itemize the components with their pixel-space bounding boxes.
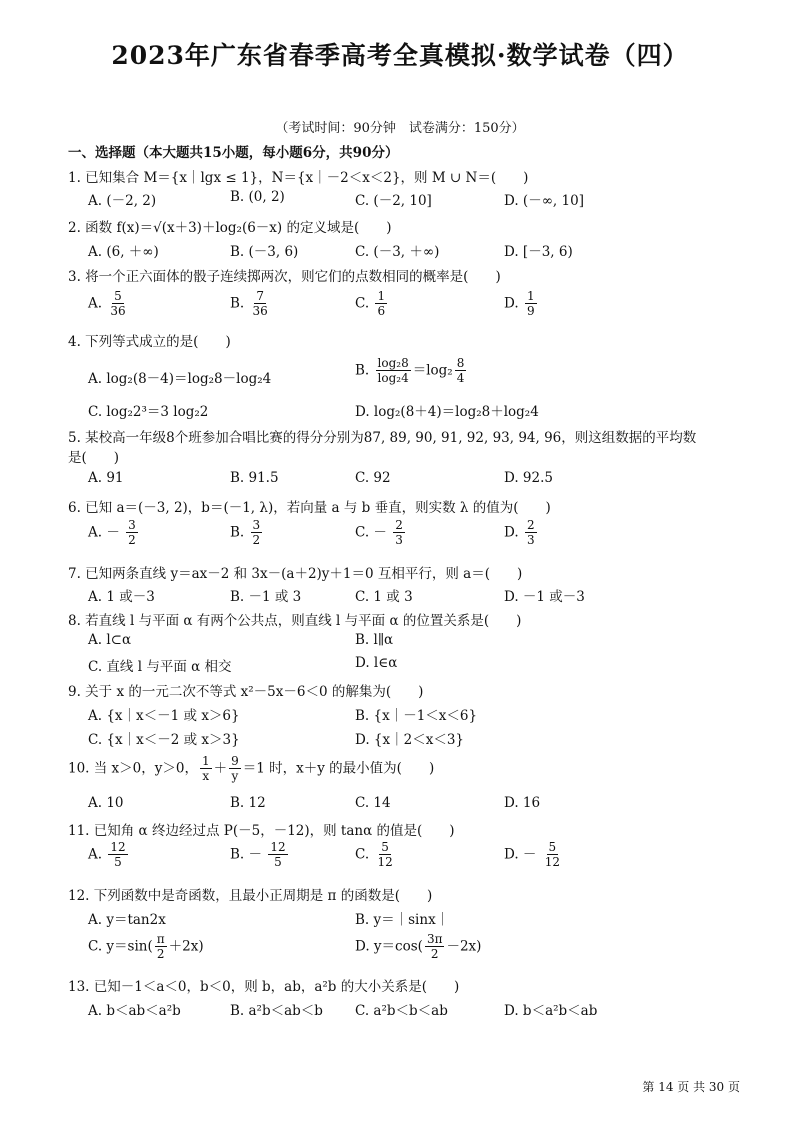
q6-option-d: D. $\frac{2}{3}$	[504, 518, 535, 548]
q11-a-fraction: $\frac{12}{5}$	[110, 840, 126, 870]
q11-d-fraction: $\frac{5}{12}$	[544, 840, 561, 870]
q12-c-fraction: $\frac{\pi}{2}$	[156, 932, 165, 962]
question-8-stem: 8. 若直线 l 与平面 α 有两个公共点，则直线 l 与平面 α 的位置关系是( )	[68, 613, 522, 629]
q13-option-d: D. b＜a²b＜ab	[504, 1003, 598, 1019]
q10-option-c: C. 14	[355, 795, 391, 811]
q8-option-d: D. l∈α	[355, 655, 398, 671]
q10-option-b: B. 12	[230, 795, 266, 811]
q9-option-d: D. {x｜2＜x＜3}	[355, 732, 465, 748]
q10-option-d: D. 16	[504, 795, 541, 811]
exam-title: 2023年广东省春季高考全真模拟·数学试卷（四）	[111, 41, 689, 70]
q3-b-fraction: $\frac{7}{36}$	[252, 289, 268, 319]
q1-option-a: A. (－2, 2)	[88, 193, 157, 209]
q4-option-d: D. log₂(8＋4)＝log₂8＋log₂4	[355, 404, 539, 420]
q6-option-c: C. － $\frac{2}{3}$	[355, 518, 403, 548]
q9-option-c: C. {x｜x＜－2 或 x＞3}	[88, 732, 240, 748]
q11-option-d: D. － $\frac{5}{12}$	[504, 840, 561, 870]
q6-b-fraction: $\frac{3}{2}$	[252, 518, 261, 548]
q11-option-b: B. － $\frac{12}{5}$	[230, 840, 286, 870]
q1-option-b: B. (0, 2)	[230, 189, 285, 205]
q11-option-a: A. $\frac{12}{5}$	[88, 840, 126, 870]
question-11-stem: 11. 已知角 α 终边经过点 P(－5，－12)，则 tanα 的值是( )	[68, 823, 455, 839]
q10-option-a: A. 10	[88, 795, 124, 811]
q3-option-a: A. $\frac{5}{36}$	[88, 289, 126, 319]
question-6-stem: 6. 已知 a＝(－3, 2)，b＝(－1, λ)，若向量 a 与 b 垂直，则实数 λ 的值为( )	[68, 500, 551, 516]
q9-option-a: A. {x｜x＜－1 或 x＞6}	[88, 708, 240, 724]
q2-option-b: B. (－3, 6)	[230, 244, 299, 260]
question-3-stem: 3. 将一个正六面体的骰子连续掷两次，则它们的点数相同的概率是( )	[68, 269, 501, 285]
question-5-stem: 5. 某校高一年级8个班参加合唱比赛的得分分别为87, 89, 90, 91, 92, 93, 94, 96，则这组数据的平均数	[68, 430, 697, 446]
q10-fraction-1: $\frac{1}{x}$	[201, 754, 210, 784]
q10-fraction-2: $\frac{9}{y}$	[231, 754, 239, 784]
q13-option-c: C. a²b＜b＜ab	[355, 1003, 448, 1019]
q4-b-fraction: $\frac{\text{log₂8}}{\text{log₂4}}$	[377, 356, 409, 386]
q8-option-c: C. 直线 l 与平面 α 相交	[88, 659, 232, 675]
q3-d-fraction: $\frac{1}{9}$	[526, 289, 535, 319]
q6-d-fraction: $\frac{2}{3}$	[526, 518, 535, 548]
q6-option-b: B. $\frac{3}{2}$	[230, 518, 261, 548]
q7-option-d: D. －1 或－3	[504, 589, 585, 605]
question-10-stem: 10. 当 x＞0，y＞0， $\frac{1}{x}$ ＋ $\frac{9}{y}$ ＝1 时，x＋y 的最小值为( )	[68, 754, 435, 784]
q11-b-fraction: $\frac{12}{5}$	[270, 840, 286, 870]
q2-option-c: C. (－3, ＋∞)	[355, 244, 440, 260]
q11-option-c: C. $\frac{5}{12}$	[355, 840, 393, 870]
q4-option-c: C. log₂2³＝3 log₂2	[88, 404, 209, 420]
q3-a-fraction: $\frac{5}{36}$	[110, 289, 126, 319]
q12-d-fraction: $\frac{3\pi}{2}$	[426, 932, 443, 962]
q3-option-b: B. $\frac{7}{36}$	[230, 289, 268, 319]
q1-option-d: D. (－∞, 10]	[504, 193, 584, 209]
q12-option-b: B. y＝｜sinx｜	[355, 912, 450, 928]
q7-option-b: B. －1 或 3	[230, 589, 302, 605]
q12-option-c: C. y＝sin( $\frac{\pi}{2}$ ＋2x)	[88, 932, 204, 962]
q5-option-b: B. 91.5	[230, 470, 279, 486]
q4-option-b: B. $\frac{\text{log₂8}}{\text{log₂4}}$ ＝log₂ $\frac{8}{4}$	[355, 356, 465, 386]
q2-option-a: A. (6, ＋∞)	[88, 244, 159, 260]
question-9-stem: 9. 关于 x 的一元二次不等式 x²－5x－6＜0 的解集为( )	[68, 684, 424, 700]
q12-option-a: A. y＝tan2x	[88, 912, 166, 928]
q6-a-fraction: $\frac{3}{2}$	[128, 518, 136, 548]
q2-option-d: D. [－3, 6)	[504, 244, 573, 260]
q11-c-fraction: $\frac{5}{12}$	[377, 840, 393, 870]
q5-option-a: A. 91	[88, 470, 124, 486]
page-number: 第 14 页 共 30 页	[642, 1080, 740, 1094]
question-1-stem: 1. 已知集合 M＝{x｜lgx ≤ 1}，N＝{x｜－2＜x＜2}，则 M ∪ N＝( )	[68, 170, 529, 186]
section-heading: 一、选择题（本大题共15小题，每小题6分，共90分）	[68, 145, 399, 161]
q1-option-c: C. (－2, 10]	[355, 193, 432, 209]
q5-option-c: C. 92	[355, 470, 391, 486]
q12-option-d: D. y＝cos( $\frac{3\pi}{2}$ －2x)	[355, 932, 482, 962]
q5-option-d: D. 92.5	[504, 470, 553, 486]
question-2-stem: 2. 函数 f(x)＝√(x＋3)＋log₂(6－x) 的定义域是( )	[68, 220, 392, 236]
q7-option-c: C. 1 或 3	[355, 589, 413, 605]
q6-option-a: A. － $\frac{3}{2}$	[88, 518, 136, 548]
q9-option-b: B. {x｜－1＜x＜6}	[355, 708, 478, 724]
question-7-stem: 7. 已知两条直线 y＝ax－2 和 3x－(a＋2)y＋1＝0 互相平行，则 a＝( )	[68, 566, 523, 582]
q13-option-b: B. a²b＜ab＜b	[230, 1003, 323, 1019]
question-13-stem: 13. 已知－1＜a＜0，b＜0，则 b，ab，a²b 的大小关系是( )	[68, 979, 460, 995]
q3-c-fraction: $\frac{1}{6}$	[377, 289, 386, 319]
q3-option-c: C. $\frac{1}{6}$	[355, 289, 386, 319]
q4-option-a: A. log₂(8－4)＝log₂8－log₂4	[88, 371, 272, 387]
q8-option-a: A. l⊂α	[88, 632, 132, 648]
q7-option-a: A. 1 或－3	[88, 589, 155, 605]
q8-option-b: B. l∥α	[355, 632, 394, 648]
exam-subtitle: （考试时间：90分钟 试卷满分：150分）	[275, 121, 525, 136]
q13-option-a: A. b＜ab＜a²b	[88, 1003, 181, 1019]
question-5-stem-cont: 是( )	[68, 450, 120, 466]
q6-c-fraction: $\frac{2}{3}$	[395, 518, 403, 548]
question-4-stem: 4. 下列等式成立的是( )	[68, 334, 231, 350]
q3-option-d: D. $\frac{1}{9}$	[504, 289, 535, 319]
q4-b-fraction-2: $\frac{8}{4}$	[456, 356, 465, 386]
question-12-stem: 12. 下列函数中是奇函数，且最小正周期是 π 的函数是( )	[68, 888, 433, 904]
